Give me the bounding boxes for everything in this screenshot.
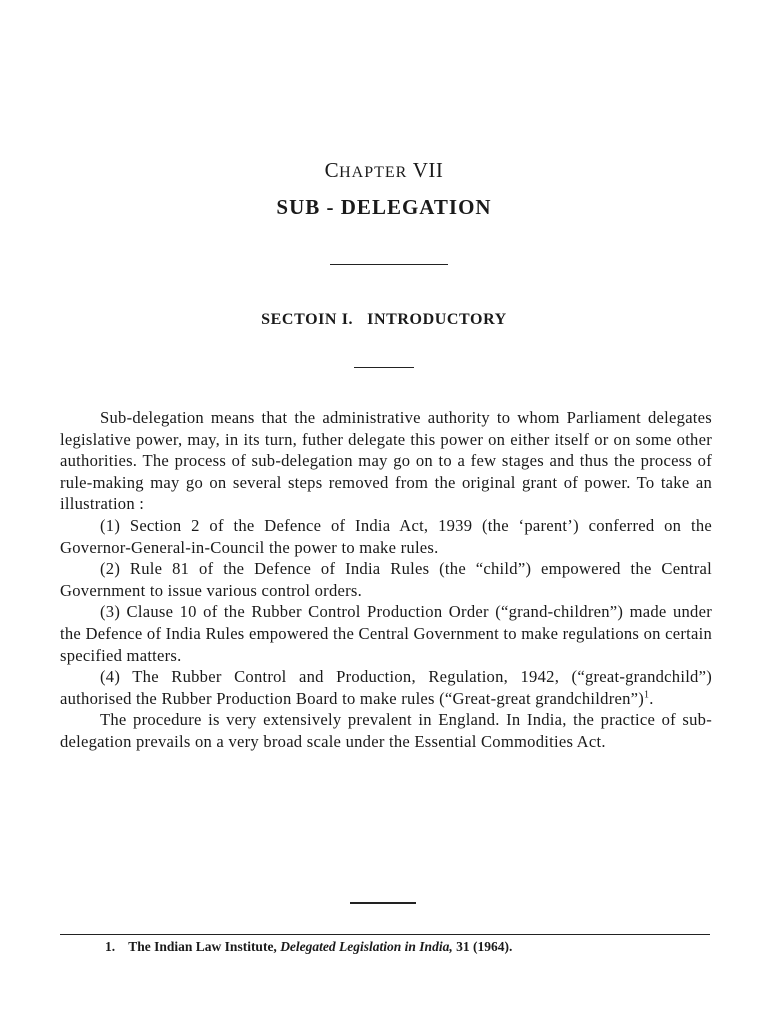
footnote-work-title: Delegated Legislation in India, — [280, 939, 453, 954]
paragraph: Sub-delegation means that the administrative authority to whom Parliament delegates legislative power, may, in its turn, futher delegate this power on either itself or on some other authorities. The process of sub-delegation may go on to a few stages and thus the process of rule-making may go on several steps removed from the original grant of power. To take an illustration : — [60, 408, 712, 514]
footnote-number: 1. — [105, 939, 116, 954]
footnote — [105, 937, 715, 957]
paragraph: (3) Clause 10 of the Rubber Control Production Order (“grand-children”) made under the Defence of India Rules empowered the Central Government to make regulations on certain specified matters. — [60, 602, 712, 665]
paragraph-text: (4) The Rubber Control and Production, Regulation, 1942, (“great-grandchild”) authorised the Rubber Production Board to make rules (“Great-great grandchildren”) — [60, 667, 712, 708]
footnote-citation: 31 (1964). — [456, 939, 513, 954]
chapter-heading — [0, 158, 768, 183]
end-divider-rule — [350, 902, 416, 904]
footnote-separator — [60, 934, 710, 935]
paragraph: (1) Section 2 of the Defence of India Act, 1939 (the ‘parent’) conferred on the Governor-General-in-Council the power to make rules. — [60, 515, 712, 557]
chapter-title: SUB - DELEGATION — [276, 195, 492, 219]
divider-rule — [354, 367, 414, 368]
section-title: INTRODUCTORY — [367, 311, 507, 328]
paragraph-with-footnote — [60, 666, 712, 709]
footnote-reference[interactable]: 1 — [644, 689, 650, 701]
paragraph-end-punctuation: . — [649, 688, 654, 708]
chapter-label-rest: HAPTER — [339, 164, 408, 181]
footnote-author: The Indian Law Institute, — [128, 939, 277, 954]
paragraph: (2) Rule 81 of the Defence of India Rules (the “child”) empowered the Central Government to issue various control orders. — [60, 559, 712, 600]
divider-rule — [330, 264, 448, 265]
paragraph: The procedure is very extensively prevalent in England. In India, the practice of sub-delegation prevails on a very broad scale under the Essential Commodities Act. — [60, 710, 712, 751]
chapter-label-initial: C — [324, 158, 340, 182]
section-number: SECTOIN I. — [261, 311, 354, 328]
section-heading — [0, 311, 768, 329]
chapter-number: VII — [412, 158, 444, 182]
body-text — [60, 407, 712, 753]
